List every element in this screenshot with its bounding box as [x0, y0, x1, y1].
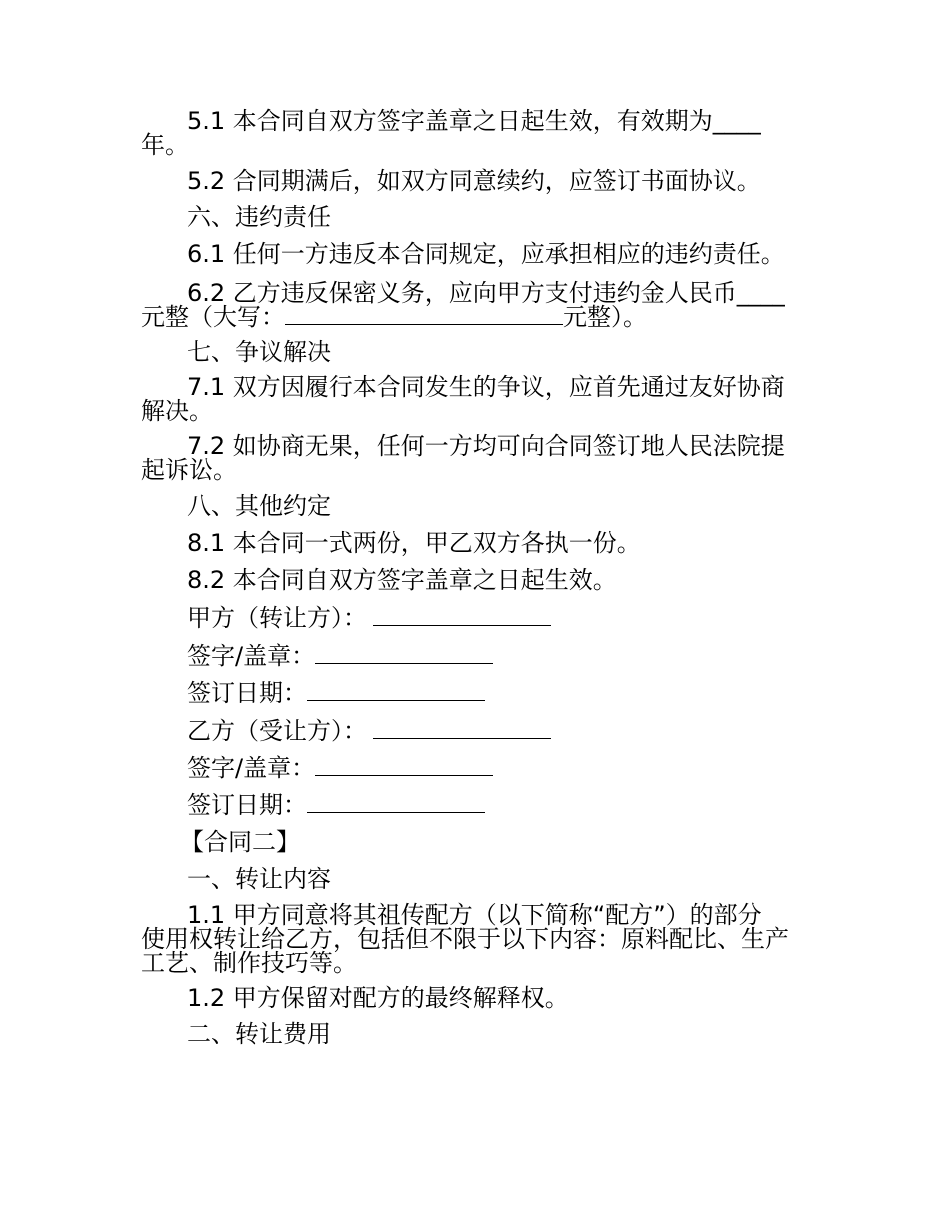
section-heading-dispute: 七、争议解决: [187, 338, 331, 366]
party-a-line: [187, 605, 551, 631]
party-b-date-label: 签订日期：: [187, 791, 307, 819]
clause-8-1: 8.1 本合同一式两份，甲乙双方各执一份。: [187, 529, 641, 557]
clause-6-1: 6.1 任何一方违反本合同规定，应承担相应的违约责任。: [187, 240, 785, 268]
capital-amount-label: 元整（大写：: [141, 303, 285, 331]
clause-6-2-continued: [141, 304, 647, 330]
clause-7-2: 7.2 如协商无果，任何一方均可向合同签订地人民法院提: [187, 432, 785, 460]
c2-section-heading-fee: 二、转让费用: [187, 1020, 331, 1048]
clause-7-1: 7.1 双方因履行本合同发生的争议，应首先通过友好协商: [187, 373, 785, 401]
c2-clause-1-2: 1.2 甲方保留对配方的最终解释权。: [187, 984, 569, 1012]
party-b-sign-label: 签字/盖章：: [187, 754, 316, 782]
clause-5-1: [187, 108, 761, 134]
clause-5-1-continued: 年。: [141, 131, 189, 159]
c2-clause-1-1-continued-1: 使用权转让给乙方，包括但不限于以下内容：原料配比、生产: [141, 925, 789, 953]
party-b-blank: [373, 718, 551, 739]
party-a-sign-line: [187, 643, 493, 669]
capital-amount-suffix: 元整）。: [563, 303, 647, 331]
party-b-date-blank: [307, 792, 485, 813]
clause-5-2: 5.2 合同期满后，如双方同意续约，应签订书面协议。: [187, 167, 761, 195]
clause-5-1-text: 5.1 本合同自双方签字盖章之日起生效，有效期为: [187, 107, 713, 135]
capital-amount-blank-line: [285, 304, 563, 325]
c2-section-heading-content: 一、转让内容: [187, 865, 331, 893]
clause-7-1-continued: 解决。: [141, 397, 213, 425]
clause-6-2-text: 6.2 乙方违反保密义务，应向甲方支付违约金人民币: [187, 279, 737, 307]
validity-years-blank: ____: [712, 107, 761, 135]
party-a-label: 甲方（转让方）：: [187, 604, 367, 632]
section-heading-other: 八、其他约定: [187, 492, 331, 520]
party-b-sign-line: [187, 755, 493, 781]
c2-clause-1-1: 1.1 甲方同意将其祖传配方（以下简称“配方”）的部分: [187, 901, 762, 929]
c2-clause-1-1-continued-2: 工艺、制作技巧等。: [141, 949, 357, 977]
party-a-date-label: 签订日期：: [187, 679, 307, 707]
party-b-line: [187, 718, 551, 744]
contract-two-heading: 【合同二】: [180, 828, 300, 856]
party-a-sign-blank: [315, 643, 493, 664]
clause-8-2: 8.2 本合同自双方签字盖章之日起生效。: [187, 566, 617, 594]
party-b-sign-blank: [315, 755, 493, 776]
clause-7-2-continued: 起诉讼。: [141, 456, 237, 484]
party-b-label: 乙方（受让方）：: [187, 717, 367, 745]
party-a-date-line: [187, 680, 485, 706]
party-a-date-blank: [307, 680, 485, 701]
section-heading-breach: 六、违约责任: [187, 203, 331, 231]
penalty-amount-blank: ____: [736, 279, 785, 307]
party-a-blank: [373, 605, 551, 626]
party-b-date-line: [187, 792, 485, 818]
party-a-sign-label: 签字/盖章：: [187, 642, 316, 670]
